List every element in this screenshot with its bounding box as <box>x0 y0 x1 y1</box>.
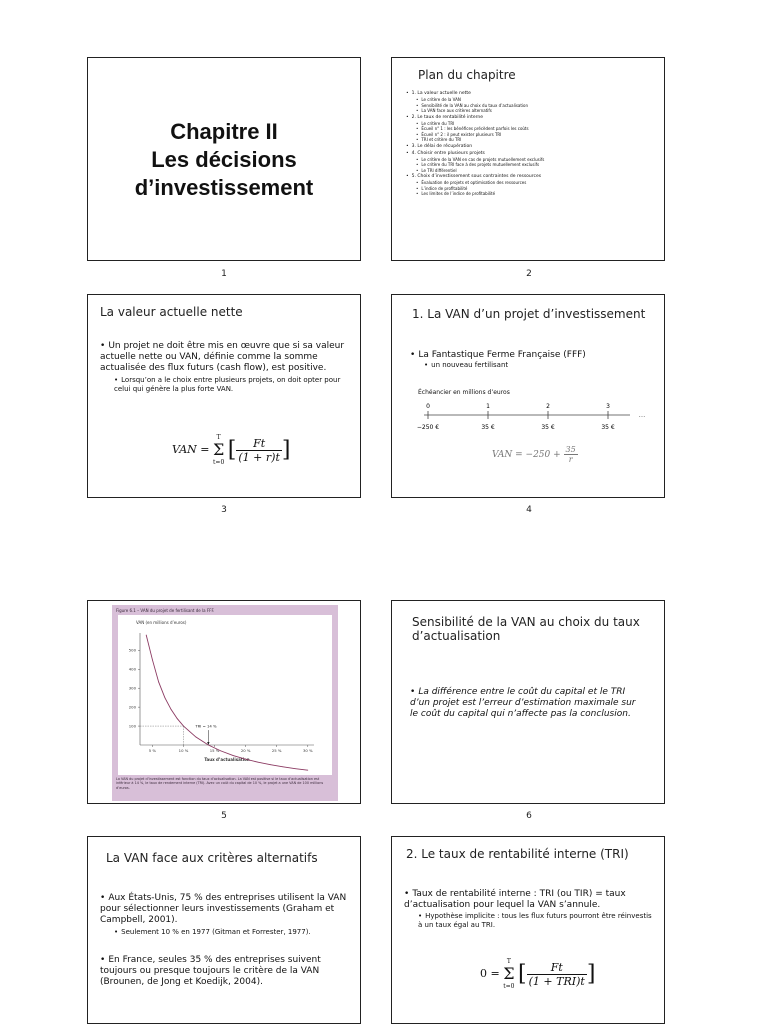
chapter-title-line2: Les décisions <box>151 147 297 172</box>
flow-2: 35 € <box>541 424 555 431</box>
bullet-text: • La Fantastique Ferme Française (FFF) <box>410 350 654 361</box>
formula-numerator: Ft <box>236 437 281 451</box>
page-number-2: 2 <box>526 269 532 279</box>
van-point <box>233 755 234 756</box>
formula-lhs: 0 = <box>480 967 500 980</box>
van-point <box>158 682 159 683</box>
bullet <box>410 687 644 720</box>
x-tick-label: 30 % <box>302 748 313 753</box>
toc-section: • 1. La valeur actuelle nette <box>406 91 656 97</box>
chapter-title-line1: Chapitre II <box>170 119 278 144</box>
slide-title: La valeur actuelle nette <box>100 305 243 319</box>
slide-title: La VAN face aux critères alternatifs <box>106 851 318 865</box>
tri-formula: 0 = T Σ t=0 [ $\frac{Ft}{\text{(1 + TRI)t}}$ ] <box>480 958 596 990</box>
flow-3: 35 € <box>601 424 615 431</box>
slide-3 <box>87 294 361 498</box>
chapter-title <box>88 118 360 202</box>
toc-section: • 4. Choisir entre plusieurs projets <box>406 151 656 157</box>
van-point <box>171 709 172 710</box>
formula-lhs: VAN = −250 + <box>492 450 561 460</box>
toc-section: • 5. Choix d’investissement sous contraintes de ressources <box>406 174 656 180</box>
van-formula <box>492 445 578 464</box>
timeline-label: Échéancier en millions d’euros <box>418 389 510 396</box>
van-chart <box>118 615 332 775</box>
sum-symbol: Σ <box>503 964 515 983</box>
van-point <box>220 750 221 751</box>
bullet-text: • Aux États-Unis, 75 % des entreprises utilisent la VAN pour sélectionner leurs investissements (Graham et Campbell, 2001). <box>100 893 350 926</box>
toc-item: • Sensibilité de la VAN au choix du taux d’actualisation <box>406 103 656 109</box>
van-point <box>307 770 308 771</box>
van-point <box>295 768 296 769</box>
slide-8 <box>391 836 665 1024</box>
van-point <box>258 762 259 763</box>
table-of-contents <box>406 90 656 197</box>
bullet-text: • En France, seules 35 % des entreprises suivent toujours ou presque toujours le critère de la VAN (Brounen, de Jong et Koedijk, 2004). <box>100 955 350 988</box>
toc-item: • Écueil n° 1 : les bénéfices précèdent parfois les coûts <box>406 126 656 132</box>
y-tick-label: 200 <box>128 704 136 710</box>
figure-caption: La VAN du projet d’investissement est fonction du taux d’actualisation. La VAN est positive si le taux d’actualisation est inférieur à 14 %, le taux de rendement interne (TRI). Avec un coût du capital de 10 %, le projet a une VAN de 100 millions d’euros. <box>116 777 324 790</box>
toc-section: • 3. Le délai de récupération <box>406 144 656 150</box>
flow-0: −250 € <box>416 424 440 431</box>
bullet-text: • Un projet ne doit être mis en œuvre que si sa valeur actuelle nette ou VAN, définie comme la somme actualisée des flux futurs (cash flow), est positive. <box>100 341 350 374</box>
y-tick-label: 400 <box>128 666 136 672</box>
van-point <box>196 737 197 738</box>
van-point <box>152 659 153 660</box>
x-tick-label: 5 % <box>148 748 157 753</box>
y-tick-label: 100 <box>128 723 136 729</box>
figure-title: Figure 6.1 – VAN du projet de fertilisant de la FFF. <box>116 608 215 613</box>
toc-item: • Les limites de l’indice de profitabilité <box>406 191 656 197</box>
slide-title: 1. La VAN d’un projet d’investissement <box>412 307 646 321</box>
van-formula: VAN = T Σ t=0 [ $\frac{Ft}{(1 + r)t}$ ] <box>172 434 291 466</box>
van-point <box>245 759 246 760</box>
slide-title: Plan du chapitre <box>418 68 516 82</box>
formula-numerator: 35 <box>565 445 576 454</box>
period-3: 3 <box>606 403 610 410</box>
toc-item: • Évaluation de projets et optimisation des ressources <box>406 180 656 186</box>
y-tick-label: 500 <box>128 647 136 653</box>
slide-title: 2. Le taux de rentabilité interne (TRI) <box>406 847 629 861</box>
bullet-2 <box>100 955 350 988</box>
van-point <box>177 718 178 719</box>
sum-symbol: Σ <box>212 440 225 459</box>
bullet-text: • La différence entre le coût du capital et le TRI d’un projet est l’erreur d’estimation maximale sur le coût du capital qui n’affecte pas la conclusion. <box>410 687 644 720</box>
bullet <box>410 350 654 370</box>
page-number-3: 3 <box>221 505 227 515</box>
x-tick-label: 25 % <box>271 748 282 753</box>
formula-denominator: (1 + r)t <box>238 450 280 464</box>
toc-item: • Écueil n° 2 : il peut exister plusieurs TRI <box>406 132 656 138</box>
van-point <box>146 635 147 636</box>
toc-item: • La VAN face aux critères alternatifs <box>406 108 656 114</box>
van-point <box>270 764 271 765</box>
x-tick-label: 10 % <box>178 748 189 753</box>
x-tick-label: 15 % <box>209 748 220 753</box>
period-0: 0 <box>426 403 430 410</box>
slide-6 <box>391 600 665 804</box>
sum-upper: T <box>506 958 511 965</box>
sum-lower: t=0 <box>213 459 225 466</box>
toc-item: • L’indice de profitabilité <box>406 186 656 192</box>
bullet-1 <box>100 893 350 937</box>
toc-item: • TRI et critère du TRI <box>406 137 656 143</box>
slide-4 <box>391 294 665 498</box>
formula-numerator: Ft <box>527 961 587 975</box>
bullet <box>100 341 350 394</box>
period-1: 1 <box>486 403 490 410</box>
flow-1: 35 € <box>481 424 495 431</box>
toc-item: • Le critère de la VAN en cas de projets mutuellement exclusifs <box>406 157 656 163</box>
sum-upper: T <box>216 434 221 441</box>
page-number-4: 4 <box>526 505 532 515</box>
page-number-1: 1 <box>221 269 227 279</box>
toc-section: • 2. Le taux de rentabilité interne <box>406 115 656 121</box>
formula-lhs: VAN = <box>172 443 210 456</box>
x-tick-label: 20 % <box>240 748 251 753</box>
toc-item: • Le critère de la VAN <box>406 97 656 103</box>
van-point <box>283 766 284 767</box>
slide-7 <box>87 836 361 1024</box>
timeline <box>410 399 660 439</box>
timeline-ellipsis: ... <box>638 411 646 419</box>
x-axis-label: Taux d’actualisation <box>204 757 250 762</box>
page-number-6: 6 <box>526 811 532 821</box>
toc-item: • Le critère du TRI <box>406 121 656 127</box>
page-number-5: 5 <box>221 811 227 821</box>
slide-title: Sensibilité de la VAN au choix du taux d’actualisation <box>412 615 640 643</box>
bullet <box>404 889 654 930</box>
van-point <box>164 697 165 698</box>
van-curve <box>146 635 308 770</box>
y-axis-label: VAN (en millions d’euros) <box>136 620 187 625</box>
toc-item: • Le TRI différentiel <box>406 168 656 174</box>
sum-lower: t=0 <box>503 983 515 990</box>
slide-5 <box>87 600 361 804</box>
sub-bullet-text: • Lorsqu’on a le choix entre plusieurs projets, on doit opter pour celui qui génère la plus forte VAN. <box>100 376 350 394</box>
sub-bullet-text: • Seulement 10 % en 1977 (Gitman et Forrester, 1977). <box>100 928 350 937</box>
sub-bullet-text: • Hypothèse implicite : tous les flux futurs pourront être réinvestis à un taux égal au TRI. <box>404 912 654 930</box>
sub-bullet-text: • un nouveau fertilisant <box>410 361 654 370</box>
formula-denominator: r <box>568 455 573 464</box>
period-2: 2 <box>546 403 550 410</box>
formula-denominator: (1 + TRI)t <box>528 974 585 988</box>
bullet-text: • Taux de rentabilité interne : TRI (ou TIR) = taux d’actualisation pour lequel la VAN s’annule. <box>404 889 654 911</box>
tri-annotation: TRI = 14 % <box>195 723 217 729</box>
toc-item: • Le critère du TRI face à des projets mutuellement exclusifs <box>406 162 656 168</box>
y-tick-label: 300 <box>128 685 136 691</box>
chapter-title-line3: d’investissement <box>134 175 314 200</box>
slide-1 <box>87 57 361 261</box>
slide-2 <box>391 57 665 261</box>
